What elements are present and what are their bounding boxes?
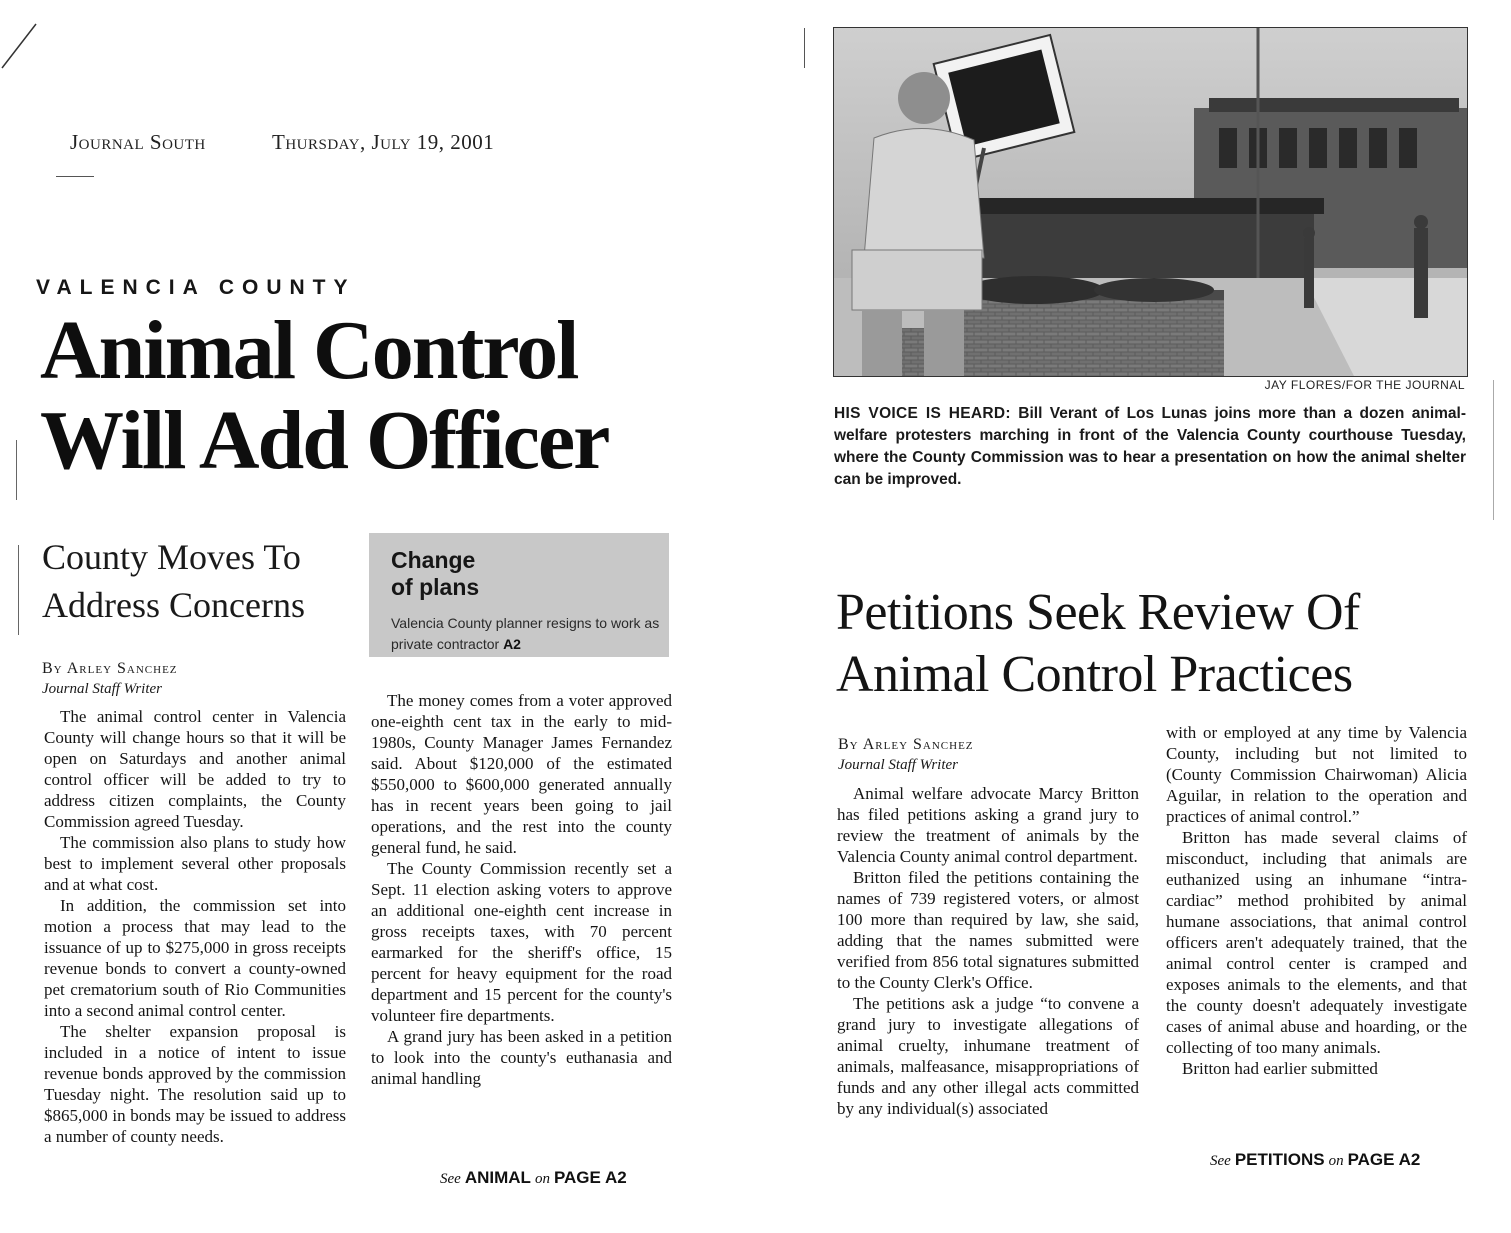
paragraph: with or employed at any time by Valencia County, including but not limited to (County Commission Chairwoman) Alicia Aguilar, in relation to the operation and practices of animal control.” [1166, 723, 1467, 826]
paragraph: The petitions ask a judge “to convene a grand jury to investigate allegations of animal cruelty, inhumane treatment of animals, malfeasance, misappropriations of funds and any other illegal acts committed by any individual(s) associated [837, 994, 1139, 1118]
story2-column-1 [837, 783, 1139, 1119]
byline-role: Journal Staff Writer [838, 757, 958, 773]
jump-page: PAGE A2 [553, 1168, 627, 1187]
story1-deck-line: County Moves To [42, 537, 301, 577]
right-margin-line [1493, 380, 1494, 520]
paragraph: The commission also plans to study how best to implement several other proposals and at what cost. [44, 833, 346, 894]
paragraph: Britton had earlier submitted [1182, 1059, 1378, 1078]
promo-text [391, 613, 661, 655]
jump-slug: PETITIONS [1234, 1150, 1325, 1169]
jump-see: See [1210, 1153, 1231, 1169]
paragraph: In addition, the commission set into motion a process that may lead to the issuance of up to $275,000 in gross receipts revenue bonds to convert a county-owned pet crematorium south of Rio Communities into a second animal control center. [44, 896, 346, 1020]
promo-summary: Valencia County planner resigns to work as private contractor [391, 615, 660, 652]
story1-byline [42, 658, 178, 700]
paragraph: Britton has made several claims of misconduct, including that animals are euthanized using an inhumane “intra-cardiac” method prohibited by animal humane associations, that animal control officers aren't adequately trained, that the animal control center is cramped and exposes animals to the elements, and that the county doesn't adequately investigate cases of animal abuse and hoarding, or the collecting of too many animals. [1166, 828, 1467, 1057]
left-margin-line [16, 440, 17, 500]
story2-byline [838, 734, 974, 776]
jump-see: See [440, 1171, 461, 1187]
story1-deck [42, 533, 305, 629]
cutline-lead: HIS VOICE IS HEARD: [834, 405, 1011, 422]
folio-date: Thursday, July 19, 2001 [272, 130, 495, 154]
story2-headline-line: Petitions Seek Review Of [836, 584, 1360, 641]
story1-headline-line: Will Add Officer [40, 394, 609, 487]
paragraph: The animal control center in Valencia County will change hours so that it will be open on Saturdays and another animal control officer will be added to try to address citizen complaints, the County Commission agreed Tuesday. [44, 707, 346, 831]
paragraph: The shelter expansion proposal is included in a notice of intent to issue revenue bonds approved by the commission Tuesday night. The resolution said up to $865,000 in bonds may be issued to address a number of county needs. [44, 1022, 346, 1146]
jump-page: PAGE A2 [1347, 1150, 1421, 1169]
paragraph: Animal welfare advocate Marcy Britton has filed petitions asking a grand jury to review the treatment of animals by the Valencia County animal control department. [837, 784, 1139, 866]
jump-on: on [1328, 1153, 1344, 1169]
left-margin-line [18, 545, 19, 635]
protest-photo-illustration [834, 28, 1467, 376]
promo-box[interactable] [369, 533, 669, 657]
protest-photo [833, 27, 1468, 377]
byline-role: Journal Staff Writer [42, 681, 162, 697]
page-fold-line [804, 28, 805, 68]
cutline-text: Bill Verant of Los Lunas joins more than a dozen animal-welfare protesters marching in front of the Valencia County courthouse Tuesday, where the County Commission was to hear a presentation on how the animal shelter can be improved. [834, 405, 1466, 488]
story1-column-2 [371, 690, 672, 1089]
byline-name: By Arley Sanchez [838, 736, 974, 753]
story1-jump-line[interactable] [440, 1168, 627, 1188]
folio-rule [56, 176, 94, 177]
story1-deck-line: Address Concerns [42, 585, 305, 625]
byline-name: By Arley Sanchez [42, 660, 178, 677]
story1-headline [40, 306, 608, 486]
story2-column-2 [1166, 722, 1467, 1079]
section-kicker: VALENCIA COUNTY [36, 276, 356, 299]
folio-section: Journal South [70, 130, 206, 154]
promo-headline-line: of plans [391, 574, 480, 600]
story2-headline-line: Animal Control Practices [836, 646, 1353, 703]
corner-pen-mark [0, 10, 60, 70]
jump-slug: ANIMAL [464, 1168, 531, 1187]
story1-column-1 [44, 706, 346, 1147]
paragraph: The County Commission recently set a Sept. 11 election asking voters to approve an additional one-eighth cent increase in gross receipts taxes, with 70 percent earmarked for the sheriff's office, 15 percent for heavy equipment for the road department and 15 percent for the county's volunteer fire departments. [371, 859, 672, 1025]
promo-headline-line: Change [391, 547, 476, 573]
jump-on: on [534, 1171, 550, 1187]
paragraph: Britton filed the petitions containing the names of 739 registered voters, or almost 100 more than required by law, she said, adding that the names submitted were verified from 856 total signatures submitted to the County Clerk's Office. [837, 868, 1139, 992]
promo-headline [391, 547, 479, 601]
story1-headline-line: Animal Control [40, 304, 578, 397]
paragraph: The money comes from a voter approved one-eighth cent tax in the early to mid-1980s, County Manager James Fernandez said. About $120,000 of the estimated $550,000 to $600,000 generated annually has in recent years been going to jail operations, and the rest into the county general fund, he said. [371, 691, 672, 857]
photo-credit: JAY FLORES/FOR THE JOURNAL [1264, 378, 1465, 392]
story2-jump-line[interactable] [1210, 1150, 1420, 1170]
story2-headline [836, 582, 1360, 706]
promo-page-ref: A2 [503, 636, 521, 652]
photo-cutline [834, 403, 1466, 491]
paragraph: A grand jury has been asked in a petition to look into the county's euthanasia and animal handling [371, 1027, 672, 1088]
